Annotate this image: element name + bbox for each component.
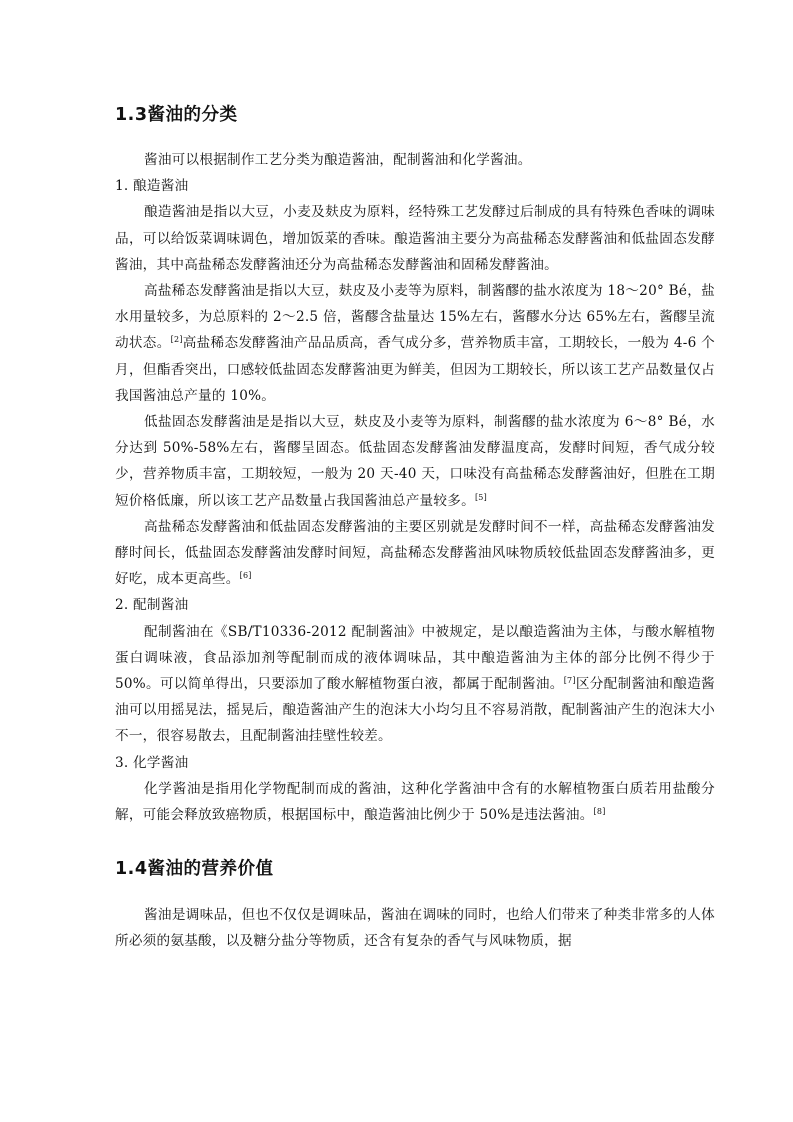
item-heading-chemical: 3. 化学酱油 <box>115 754 189 771</box>
citation-ref: [2] <box>170 335 183 345</box>
item-heading-blended: 2. 配制酱油 <box>115 597 189 614</box>
paragraph-brewed-definition: 酿造酱油是指以大豆，小麦及麸皮为原料，经特殊工艺发酵过后制成的具有特殊色香味的调味品，可以给饭菜调味调色，增加饭菜的香味。酿造酱油主要分为高盐稀态发酵酱油和低盐固态发酵酱油，其中高盐稀态发酵酱油还分为高盐稀态发酵酱油和固稀发酵酱油。 <box>115 204 715 273</box>
paragraph-chemical <box>115 776 715 828</box>
citation-ref: [6] <box>239 571 252 581</box>
section-title-1-4: 1.4酱油的营养价值 <box>115 859 274 880</box>
paragraph-text: 区分配制酱油和酿造酱油可以用摇晃法，摇晃后，酿造酱油产生的泡沫大小均匀且不容易消散，配制酱油产生的泡沫大小不一，很容易散去，且配制酱油挂壁性较差。 <box>115 676 715 745</box>
citation-ref: [8] <box>593 807 606 817</box>
item-heading-brewed: 1. 酿造酱油 <box>115 178 189 195</box>
section-intro: 酱油可以根据制作工艺分类为酿造酱油，配制酱油和化学酱油。 <box>144 152 532 168</box>
section-title-1-3: 1.3酱油的分类 <box>115 105 238 125</box>
paragraph-nutrition: 酱油是调味品，但也不仅仅是调味品，酱油在调味的同时，也给人们带来了种类非常多的人体所必须的氨基酸，以及糖分盐分等物质，还含有复杂的香气与风味物质，据 <box>115 907 715 950</box>
paragraph-high-salt-dilute <box>115 278 715 409</box>
paragraph-text: 配制酱油在《SB/T10336-2012 配制酱油》中被规定，是以酿造酱油为主体，与酸水解植物蛋白调味液，食品添加剂等配制而成的液体调味品，其中酿造酱油为主体的部分比例不得少于 50%。可以简单得出，只要添加了酸水解植物蛋白液，都属于配制酱油。 <box>115 623 715 693</box>
paragraph-text: 化学酱油是指用化学物配制而成的酱油，这种化学酱油中含有的水解植物蛋白质若用盐酸分解，可能会释放致癌物质，根据国标中，酿造酱油比例少于 50%是违法酱油。 <box>115 780 715 824</box>
citation-ref: [7] <box>563 676 576 686</box>
paragraph-blended <box>115 619 715 750</box>
section-spacer <box>115 828 715 856</box>
paragraph-low-salt-solid <box>115 409 715 514</box>
paragraph-text: 低盐固态发酵酱油是是指以大豆，麸皮及小麦等为原料，制酱醪的盐水浓度为 6～8° Bé，水分达到 50%-58%左右，酱醪呈固态。低盐固态发酵酱油发酵温度高，发酵时间短，香气成分较少，营养物质丰富，工期较短，一般为 20 天-40 天，口味没有高盐稀态发酵酱油好，但胜在工期短价格低廉，所以该工艺产品数量占我国酱油总产量较多。 <box>115 414 715 509</box>
paragraph-comparison <box>115 514 715 593</box>
page-content <box>115 102 715 955</box>
paragraph-text: 高盐稀态发酵酱油是指以大豆，麸皮及小麦等为原料，制酱醪的盐水浓度为 18～20° Bé，盐水用量较多，为总原料的 2～2.5 倍，酱醪含盐量达 15%左右，酱醪水分达 65%左右，酱醪呈流动状态。 <box>115 283 715 352</box>
paragraph-text: 高盐稀态发酵酱油和低盐固态发酵酱油的主要区别就是发酵时间不一样，高盐稀态发酵酱油发酵时间长，低盐固态发酵酱油发酵时间短，高盐稀态发酵酱油风味物质较低盐固态发酵酱油多，更好吃，成本更高些。 <box>115 518 715 588</box>
paragraph-text: 高盐稀态发酵酱油产品品质高，香气成分多，营养物质丰富，工期较长，一般为 4-6 个月，但酯香突出，口感较低盐固态发酵酱油更为鲜美，但因为工期较长，所以该工艺产品数量仅占我国酱油总产量的 10%。 <box>115 335 716 404</box>
citation-ref: [5] <box>474 492 488 502</box>
